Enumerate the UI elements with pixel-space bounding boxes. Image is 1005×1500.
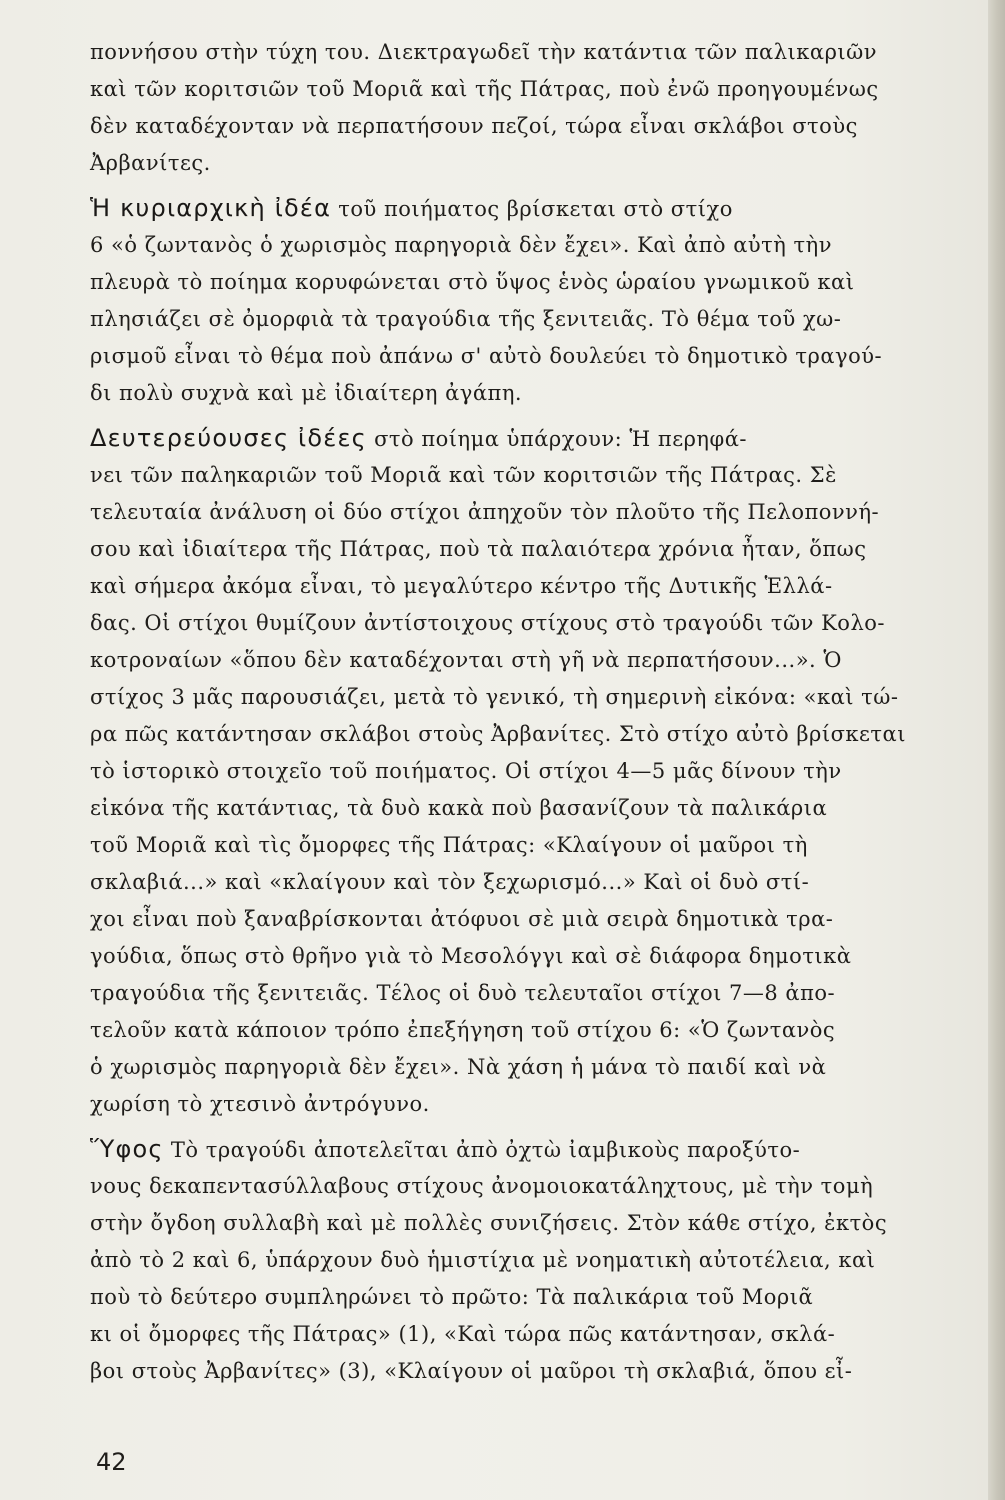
text-line: καὶ σήμερα ἀκόμα εἶναι, τὸ μεγαλύτερο κέντρο τῆς Δυτικῆς Ἑλλά-: [90, 574, 833, 598]
text-line: δὲν καταδέχονταν νὰ περπατήσουν πεζοί, τώρα εἶναι σκλάβοι στοὺς: [90, 114, 858, 138]
text-line: πλευρὰ τὸ ποίημα κορυφώνεται στὸ ὕψος ἑνὸς ὡραίου γνωμικοῦ καὶ: [90, 270, 855, 294]
text-line: νους δεκαπεντασύλλαβους στίχους ἀνομοιοκατάληχτους, μὲ τὴν τομὴ: [90, 1174, 874, 1198]
text-line: καὶ τῶν κοριτσιῶν τοῦ Μοριᾶ καὶ τῆς Πάτρας, ποὺ ἐνῶ προηγουμένως: [90, 77, 879, 101]
text-line: βοι στοὺς Ἀρβανίτες» (3), «Κλαίγουν οἱ μαῦροι τὴ σκλαβιά, ὅπου εἶ-: [90, 1359, 853, 1383]
text-line: χωρίση τὸ χτεσινὸ ἀντρόγυνο.: [90, 1092, 430, 1116]
text-line: στὴν ὄγδοη συλλαβὴ καὶ μὲ πολλὲς συνιζήσεις. Στὸν κάθε στίχο, ἐκτὸς: [90, 1211, 888, 1235]
text-line: ἀπὸ τὸ 2 καὶ 6, ὑπάρχουν δυὸ ἡμιστίχια μὲ νοηματικὴ αὐτοτέλεια, καὶ: [90, 1248, 876, 1272]
text-line: ποννήσου στὴν τύχη του. Διεκτραγωδεῖ τὴν κατάντια τῶν παλικαριῶν: [90, 40, 878, 64]
text-line: ρισμοῦ εἶναι τὸ θέμα ποὺ ἀπάνω σ' αὐτὸ δουλεύει τὸ δημοτικὸ τραγού-: [90, 344, 883, 368]
text-line: τραγούδια τῆς ξενιτειᾶς. Τέλος οἱ δυὸ τελευταῖοι στίχοι 7—8 ἀπο-: [90, 981, 836, 1005]
text-line: σκλαβιά...» καὶ «κλαίγουν καὶ τὸν ξεχωρισμό...» Καὶ οἱ δυὸ στί-: [90, 870, 810, 894]
text-line: δας. Οἱ στίχοι θυμίζουν ἀντίστοιχους στίχους στὸ τραγούδι τῶν Κολο-: [90, 611, 885, 635]
page-number: 42: [96, 1448, 127, 1476]
section-heading-main-idea: Ἡ κυριαρχικὴ ἰδέα: [90, 194, 332, 222]
text-line: γούδια, ὅπως στὸ θρῆνο γιὰ τὸ Μεσολόγγι καὶ σὲ διάφορα δημοτικὰ: [90, 944, 852, 968]
section-first-line-text: τοῦ ποιήματος βρίσκεται στὸ στίχο: [338, 197, 733, 221]
text-line: 6 «ὁ ζωντανὸς ὁ χωρισμὸς παρηγοριὰ δὲν ἔχει». Καὶ ἀπὸ αὐτὴ τὴν: [90, 233, 832, 257]
paragraph-gap: [90, 412, 970, 420]
text-line: ὁ χωρισμὸς παρηγοριὰ δὲν ἔχει». Νὰ χάση ἡ μάνα τὸ παιδί καὶ νὰ: [90, 1055, 827, 1079]
text-line: κοτροναίων «ὅπου δὲν καταδέχονται στὴ γῆ νὰ περπατήσουν...». Ὁ: [90, 648, 842, 672]
page-edge-shadow: [988, 0, 1005, 1500]
text-line: τοῦ Μοριᾶ καὶ τὶς ὄμορφες τῆς Πάτρας: «Κλαίγουν οἱ μαῦροι τὴ: [90, 833, 808, 857]
text-line: Ἀρβανίτες.: [90, 151, 211, 175]
text-line: τὸ ἱστορικὸ στοιχεῖο τοῦ ποιήματος. Οἱ στίχοι 4—5 μᾶς δίνουν τὴν: [90, 759, 842, 783]
section-first-line-text: στὸ ποίημα ὑπάρχουν: Ἡ περηφά-: [374, 427, 747, 451]
section-heading-secondary-ideas: Δευτερεύουσες ἰδέες: [90, 424, 367, 452]
text-line: στίχος 3 μᾶς παρουσιάζει, μετὰ τὸ γενικό, τὴ σημερινὴ εἰκόνα: «καὶ τώ-: [90, 685, 899, 709]
paragraph-gap: [90, 1123, 970, 1131]
section-first-line: [90, 420, 970, 457]
text-line: πλησιάζει σὲ ὀμορφιὰ τὰ τραγούδια τῆς ξενιτειᾶς. Τὸ θέμα τοῦ χω-: [90, 307, 842, 331]
section-heading-style: Ὕφος: [90, 1135, 164, 1163]
text-line: νει τῶν παληκαριῶν τοῦ Μοριᾶ καὶ τῶν κοριτσιῶν τῆς Πάτρας. Σὲ: [90, 463, 837, 487]
text-line: σου καὶ ἰδιαίτερα τῆς Πάτρας, ποὺ τὰ παλαιότερα χρόνια ἦταν, ὅπως: [90, 537, 867, 561]
text-line: τελευταία ἀνάλυση οἱ δύο στίχοι ἀπηχοῦν τὸν πλοῦτο τῆς Πελοποννή-: [90, 500, 880, 524]
section-first-line: [90, 190, 970, 227]
text-line: τελοῦν κατὰ κάποιον τρόπο ἐπεξήγηση τοῦ στίχου 6: «Ὁ ζωντανὸς: [90, 1018, 836, 1042]
paragraph-gap: [90, 182, 970, 190]
text-line: εἰκόνα τῆς κατάντιας, τὰ δυὸ κακὰ ποὺ βασανίζουν τὰ παλικάρια: [90, 796, 828, 820]
section-first-line: [90, 1131, 970, 1168]
body-text: [90, 34, 970, 1390]
text-line: κι οἱ ὄμορφες τῆς Πάτρας» (1), «Καὶ τώρα πῶς κατάντησαν, σκλά-: [90, 1322, 836, 1346]
text-line: ποὺ τὸ δεύτερο συμπληρώνει τὸ πρῶτο: Τὰ παλικάρια τοῦ Μοριᾶ: [90, 1285, 814, 1309]
text-line: δι πολὺ συχνὰ καὶ μὲ ἰδιαίτερη ἀγάπη.: [90, 381, 523, 405]
text-line: χοι εἶναι ποὺ ξαναβρίσκονται ἀτόφυοι σὲ μιὰ σειρὰ δημοτικὰ τρα-: [90, 907, 834, 931]
text-line: ρα πῶς κατάντησαν σκλάβοι στοὺς Ἀρβανίτες. Στὸ στίχο αὐτὸ βρίσκεται: [90, 722, 906, 746]
section-first-line-text: Τὸ τραγούδι ἀποτελεῖται ἀπὸ ὀχτὼ ἰαμβικοὺς παροξύτο-: [170, 1138, 801, 1162]
